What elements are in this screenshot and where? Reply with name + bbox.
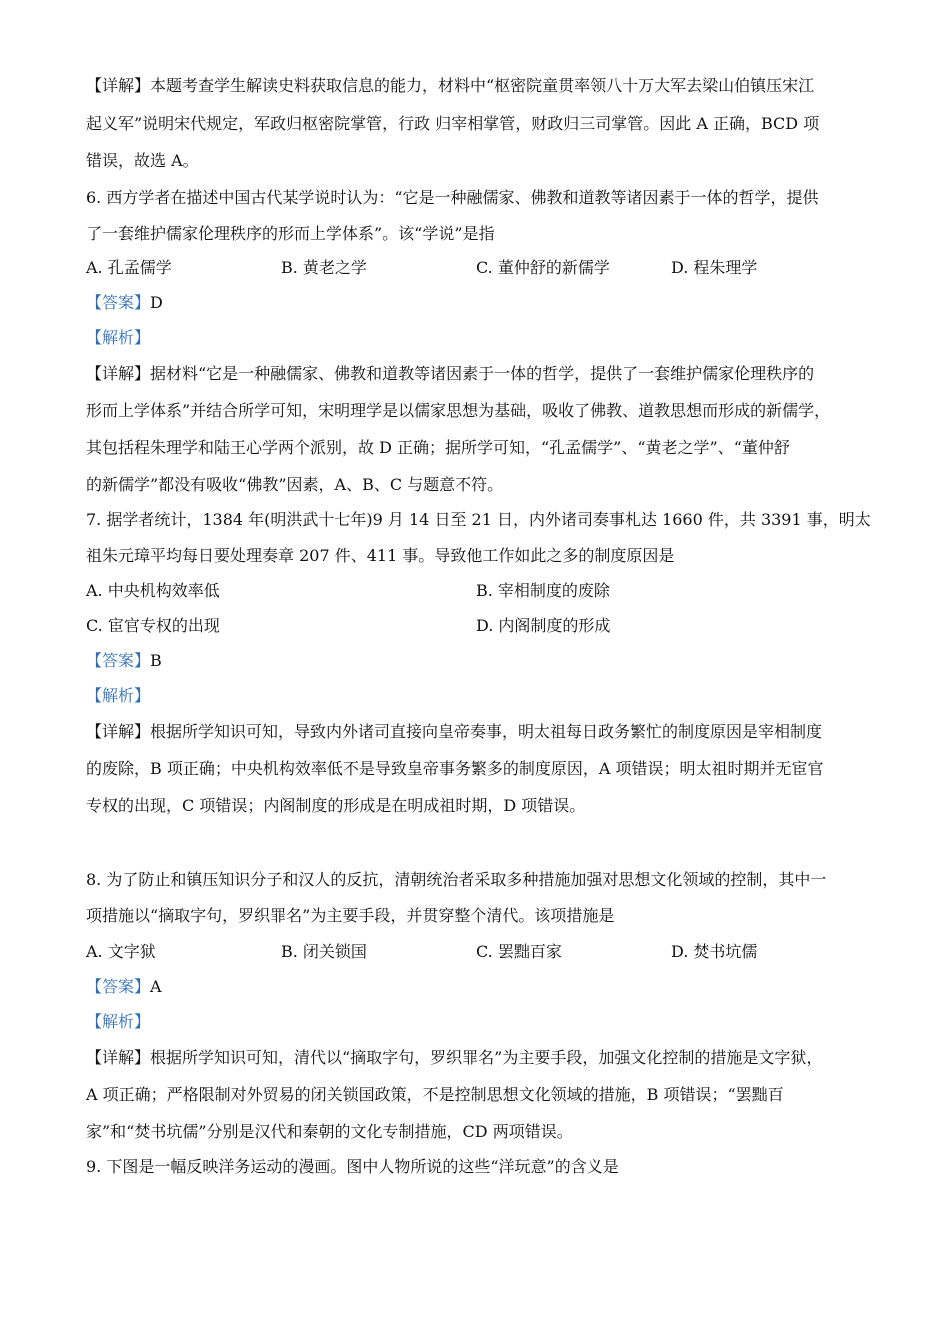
q7-option-b: B. 宰相制度的废除 bbox=[476, 581, 610, 600]
q5-detail-line: 起义军”说明宋代规定，军政归枢密院掌管，行政 归宰相掌管，财政归三司掌管。因此 A 正确，BCD 项 bbox=[86, 114, 820, 133]
q6-answer bbox=[86, 291, 876, 315]
q6-stem-line: 6. 西方学者在描述中国古代某学说时认为：“它是一种融儒家、佛教和道教等诸因素于一体的哲学，提供 bbox=[86, 188, 819, 207]
q8-analysis-label: 【解析】 bbox=[86, 1012, 151, 1031]
q7-analysis-label: 【解析】 bbox=[86, 686, 151, 705]
q8-stem-line: 8. 为了防止和镇压知识分子和汉人的反抗，清朝统治者采取多种措施加强对思想文化领域的控制，其中一 bbox=[86, 870, 827, 889]
q7-option-c: C. 宦官专权的出现 bbox=[86, 616, 220, 635]
q8-detail-line: A 项正确；严格限制对外贸易的闭关锁国政策，不是控制思想文化领域的措施，B 项错误；“罢黜百 bbox=[86, 1085, 784, 1104]
q8-answer bbox=[86, 975, 876, 999]
q7-detail-line: 的废除，B 项正确；中央机构效率低不是导致皇帝事务繁多的制度原因，A 项错误；明太祖时期并无宦官 bbox=[86, 759, 824, 778]
q6-stem-line: 了一套维护儒家伦理秩序的形而上学体系”。该“学说”是指 bbox=[86, 224, 495, 243]
q6-detail-line: 其包括程朱理学和陆王心学两个派别，故 D 正确；据所学可知，“孔孟儒学”、“黄老之学”、“董仲舒 bbox=[86, 438, 790, 457]
q7-detail-line: 专权的出现，C 项错误；内阁制度的形成是在明成祖时期，D 项错误。 bbox=[86, 796, 586, 815]
q7-stem-line: 7. 据学者统计，1384 年(明洪武十七年)9 月 14 日至 21 日，内外诸司奏事札达 1660 件，共 3391 事，明太 bbox=[86, 510, 871, 529]
q7-option-a: A. 中央机构效率低 bbox=[86, 581, 220, 600]
q7-stem-line: 祖朱元璋平均每日要处理奏章 207 件、411 事。导致他工作如此之多的制度原因是 bbox=[86, 546, 675, 565]
q8-option-a: A. 文字狱 bbox=[86, 942, 156, 961]
q8-option-c: C. 罢黜百家 bbox=[476, 942, 562, 961]
answer-value: D bbox=[150, 293, 163, 312]
q7-option-d: D. 内阁制度的形成 bbox=[476, 616, 611, 635]
q6-option-c: C. 董仲舒的新儒学 bbox=[476, 258, 610, 277]
q6-detail-line: 形而上学体系”并结合所学可知，宋明理学是以儒家思想为基础，吸收了佛教、道教思想而形成的新儒学， bbox=[86, 401, 831, 420]
q5-detail-line: 【详解】本题考查学生解读史料获取信息的能力，材料中“枢密院童贯率领八十万大军去梁山伯镇压宋江 bbox=[86, 76, 815, 95]
q6-option-d: D. 程朱理学 bbox=[671, 258, 758, 277]
q8-stem-line: 项措施以“摘取字句，罗织罪名”为主要手段，并贯穿整个清代。该项措施是 bbox=[86, 906, 615, 925]
answer-label: 【答案】 bbox=[86, 651, 151, 670]
answer-label: 【答案】 bbox=[86, 293, 151, 312]
q6-detail-line: 【详解】据材料“它是一种融儒家、佛教和道教等诸因素于一体的哲学，提供了一套维护儒家伦理秩序的 bbox=[86, 364, 815, 383]
q6-option-b: B. 黄老之学 bbox=[281, 258, 367, 277]
q6-analysis-label: 【解析】 bbox=[86, 328, 151, 347]
q8-option-b: B. 闭关锁国 bbox=[281, 942, 367, 961]
q8-detail-line: 家”和“焚书坑儒”分别是汉代和秦朝的文化专制措施，CD 两项错误。 bbox=[86, 1122, 573, 1141]
q6-detail-line: 的新儒学”都没有吸收“佛教”因素，A、B、C 与题意不符。 bbox=[86, 475, 504, 494]
q6-option-a: A. 孔孟儒学 bbox=[86, 258, 172, 277]
q8-detail-line: 【详解】根据所学知识可知，清代以“摘取字句，罗织罪名”为主要手段，加强文化控制的措施是文字狱， bbox=[86, 1048, 823, 1067]
answer-value: B bbox=[150, 651, 162, 670]
q9-stem-line: 9. 下图是一幅反映洋务运动的漫画。图中人物所说的这些“洋玩意”的含义是 bbox=[86, 1157, 619, 1176]
q5-detail-line: 错误，故选 A。 bbox=[86, 151, 199, 170]
q7-answer bbox=[86, 649, 876, 673]
answer-label: 【答案】 bbox=[86, 977, 151, 996]
answer-value: A bbox=[150, 977, 162, 996]
q8-option-d: D. 焚书坑儒 bbox=[671, 942, 758, 961]
q7-detail-line: 【详解】根据所学知识可知，导致内外诸司直接向皇帝奏事，明太祖每日政务繁忙的制度原因是宰相制度 bbox=[86, 722, 823, 741]
